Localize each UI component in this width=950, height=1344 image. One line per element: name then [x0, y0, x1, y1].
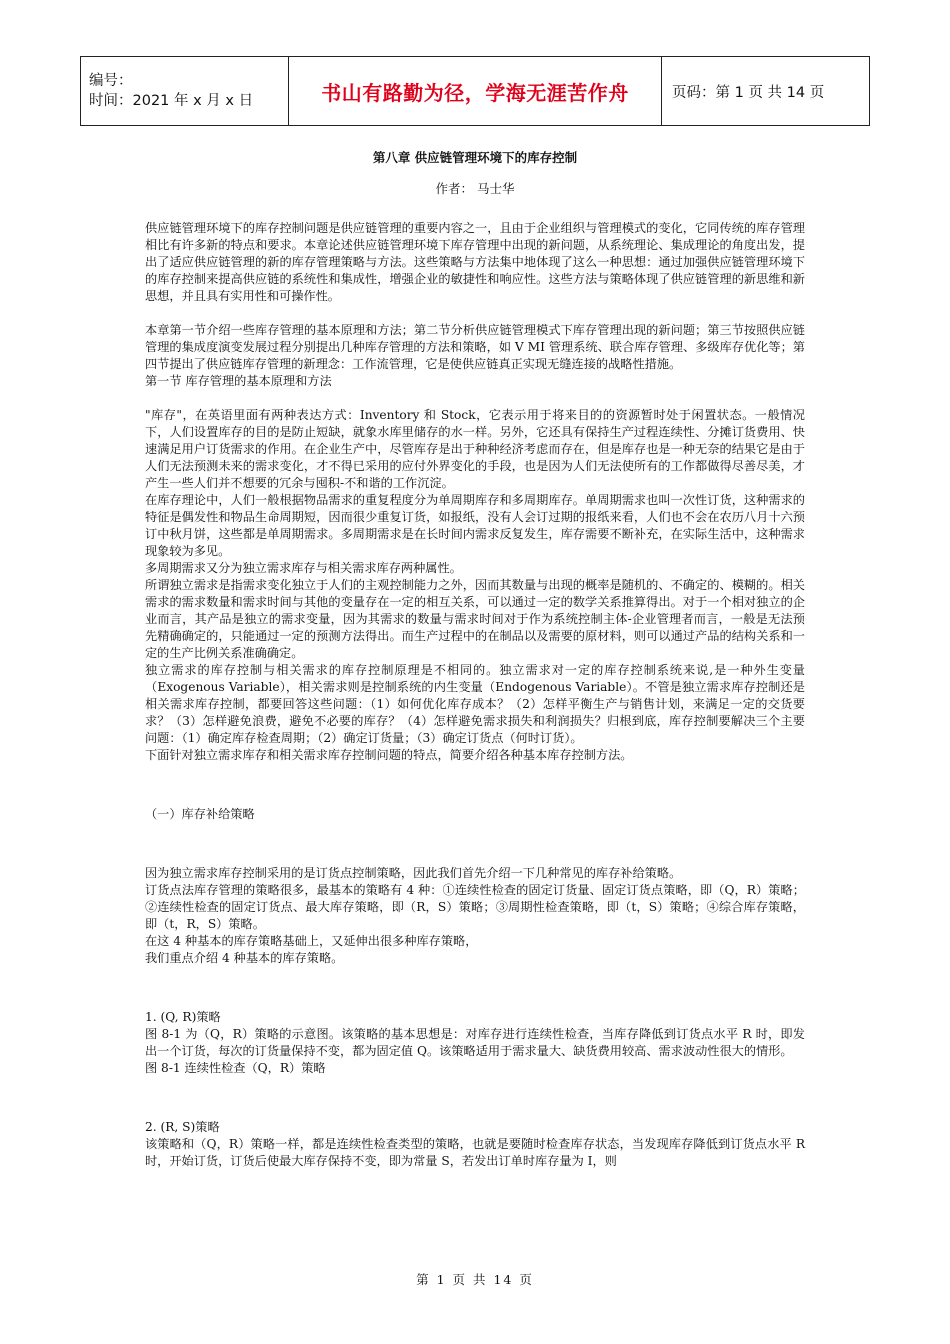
paragraph-multi-types: 多周期需求又分为独立需求库存与相关需求库存两种属性。 — [145, 561, 462, 575]
paragraph-rs-description: 该策略和（Q，R）策略一样，都是连续性检查类型的策略，也就是要随时检查库存状态，当发现库存降低到订货点水平 R 时，开始订货，订货后使最大库存保持不变，即为常量 S，若发出订单时库存量为 I，则 — [145, 1137, 805, 1168]
header-motto: 书山有路勤为径，学海无涯苦作舟 — [289, 57, 662, 126]
paragraph-independent-demand: 所谓独立需求是指需求变化独立于人们的主观控制能力之外，因而其数量与出现的概率是随机的、不确定的、模糊的。相关需求的需求数量和需求时间与其他的变量存在一定的相互关系，可以通过一定的数学关系推算得出。对于一个相对独立的企业而言，其产品是独立的需求变量，因为其需求的数量与需求时间对于作为系统控制主体-企业管理者而言，一般是无法预先精确确定的，只能通过一定的预测方法得出。而生产过程中的在制品以及需要的原材料，则可以通过产品的结构关系和一定的生产比例关系准确确定。 — [145, 578, 805, 660]
paragraph-four-strategies: 订货点法库存管理的策略很多，最基本的策略有 4 种：①连续性检查的固定订货量、固定订货点策略，即（Q，R）策略；②连续性检查的固定订货点、最大库存策略，即（R，S）策略；③周期性检查策略，即（t，S）策略；④综合库存策略，即（t，R，S）策略。 — [145, 883, 805, 931]
paragraph-single-multi: 在库存理论中，人们一般根据物品需求的重复程度分为单周期库存和多周期库存。单周期需求也叫一次性订货，这种需求的特征是偶发性和物品生命周期短，因而很少重复订货，如报纸，没有人会订过期的报纸来看，人们也不会在农历八月十六预订中秋月饼，这些都是单周期需求。多周期需求是在长时间内需求反复发生，库存需要不断补充，在实际生活中，这种需求现象较为多见。 — [145, 493, 805, 558]
rs-heading: 2. (R, S)策略 — [145, 1120, 220, 1134]
paragraph-overview: 本章第一节介绍一些库存管理的基本原理和方法；第二节分析供应链管理模式下库存管理出现的新问题；第三节按照供应链管理的集成度演变发展过程分别提出几种库存管理的方法和策略，如 V MI 管理系统、联合库存管理、多级库存优化等；第四节提出了供应链库存管理的新理念：工作流管理，它是使供应链真正实现无缝连接的战略性措施。 — [145, 323, 805, 371]
author-line: 作者： 马士华 — [435, 181, 515, 196]
paragraph-below: 下面针对独立需求库存和相关需求库存控制问题的特点，简要介绍各种基本库存控制方法。 — [145, 748, 633, 762]
chapter-title: 第八章 供应链管理环境下的库存控制 — [372, 150, 578, 165]
paragraph-focus: 我们重点介绍 4 种基本的库存策略。 — [145, 951, 344, 965]
header-page-code: 页码：第 1 页 共 14 页 — [662, 57, 870, 126]
paragraph-extended: 在这 4 种基本的库存策略基础上，又延伸出很多种库存策略， — [145, 934, 478, 948]
header-meta-cell — [81, 57, 289, 126]
paragraph-control-principle: 独立需求的库存控制与相关需求的库存控制原理是不相同的。独立需求对一定的库存控制系统来说,是一种外生变量（Exogenous Variable），相关需求则是控制系统的内生变量（Endogenous Variable）。不管是独立需求库存控制还是相关需求库存控制，都要回答这些问题：（1）如何优化库存成本？（2）怎样平衡生产与销售计划，来满足一定的交货要求？（3）怎样避免浪费，避免不必要的库存？（4）怎样避免需求损失和利润损失？归根到底，库存控制要解决三个主要问题：（1）确定库存检查周期；（2）确定订货量；（3）确定订货点（何时订货）。 — [145, 663, 805, 745]
section-heading: 第一节 库存管理的基本原理和方法 — [145, 374, 332, 388]
subsection-heading: （一）库存补给策略 — [145, 807, 255, 821]
paragraph-qr-description: 图 8-1 为（Q，R）策略的示意图。该策略的基本思想是：对库存进行连续性检查，当库存降低到订货点水平 R 时，即发出一个订货，每次的订货量保持不变，都为固定值 Q。该策略适用于需求量大、缺货费用较高、需求波动性很大的情形。 — [145, 1027, 805, 1058]
time-label: 时间：2021 年 x 月 x 日 — [89, 93, 254, 109]
figure-caption: 图 8-1 连续性检查（Q，R）策略 — [145, 1061, 326, 1075]
page-footer: 第 1 页 共 14 页 — [416, 1272, 534, 1287]
paragraph-inventory-definition: "库存"，在英语里面有两种表达方式：Inventory 和 Stock，它表示用于将来目的的资源暂时处于闲置状态。一般情况下，人们设置库存的目的是防止短缺，就象水库里储存的水一样。另外，它还具有保持生产过程连续性、分摊订货费用、快速满足用户订货需求的作用。在企业生产中，尽管库存是出于种种经济考虑而存在，但是库存也是一种无奈的结果它是由于人们无法预测未来的需求变化，才不得已采用的应付外界变化的手段，也是因为人们无法使所有的工作都做得尽善尽美，才产生一些人们并不想要的冗余与囤积-不和谐的工作沉淀。 — [145, 408, 805, 490]
document-header — [80, 56, 870, 126]
document-body — [145, 220, 805, 1170]
number-label: 编号： — [89, 73, 133, 89]
paragraph-reorder-intro: 因为独立需求库存控制采用的是订货点控制策略，因此我们首先介绍一下几种常见的库存补给策略。 — [145, 866, 682, 880]
paragraph-intro: 供应链管理环境下的库存控制问题是供应链管理的重要内容之一，且由于企业组织与管理模式的变化，它同传统的库存管理相比有许多新的特点和要求。本章论述供应链管理环境下库存管理中出现的新问题，从系统理论、集成理论的角度出发，提出了适应供应链管理的新的库存管理策略与方法。这些策略与方法集中地体现了这么一种思想：通过加强供应链管理环境下的库存控制来提高供应链的系统性和集成性，增强企业的敏捷性和响应性。这些方法与策略体现了供应链管理的新思维和新思想，并且具有实用性和可操作性。 — [145, 221, 805, 303]
qr-heading: 1. (Q, R)策略 — [145, 1010, 221, 1024]
